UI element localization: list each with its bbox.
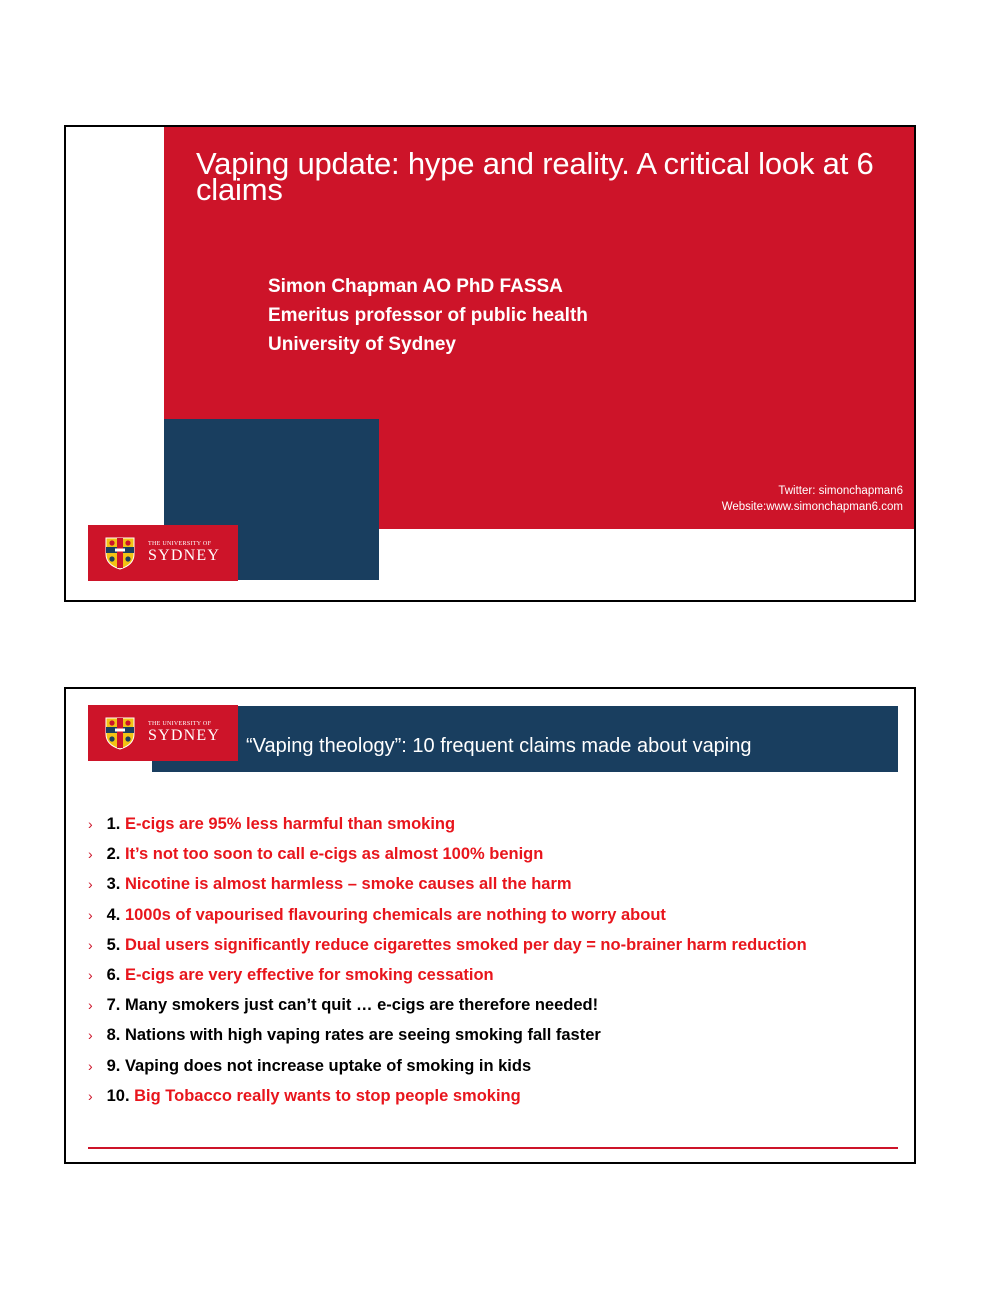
author-institution: University of Sydney — [268, 334, 456, 355]
claim-item — [88, 845, 807, 875]
claim-text: E-cigs are 95% less harmful than smoking — [124, 815, 456, 833]
university-crest-icon — [104, 716, 136, 750]
bullet-chevron-icon: › — [88, 906, 93, 923]
footer-rule — [88, 1147, 898, 1149]
bullet-chevron-icon: › — [88, 1027, 93, 1044]
university-logo — [88, 525, 238, 581]
claim-text: E-cigs are very effective for smoking cessation — [124, 965, 494, 984]
claim-number: 5. — [106, 935, 121, 954]
claim-text: Big Tobacco really wants to stop people smoking — [134, 1086, 521, 1105]
claim-number: 1. — [106, 815, 121, 833]
claim-number: 8. — [106, 1026, 121, 1045]
claims-list — [88, 815, 807, 1117]
claim-number: 10. — [106, 1086, 130, 1105]
twitter-handle: Twitter: simonchapman6 — [778, 485, 903, 497]
logo-small-text: THE UNIVERSITY OF — [148, 721, 212, 727]
claim-item — [88, 906, 807, 936]
logo-wordmark: SYDNEY — [148, 727, 221, 744]
claim-number: 2. — [106, 845, 121, 864]
claim-number: 3. — [106, 875, 121, 894]
claims-slide — [64, 687, 916, 1164]
logo-wordmark: SYDNEY — [148, 547, 221, 564]
claim-item — [88, 1057, 807, 1087]
bullet-chevron-icon: › — [88, 816, 93, 832]
claim-item — [88, 936, 807, 966]
claim-text: Nations with high vaping rates are seeing smoking fall faster — [124, 1026, 601, 1045]
author-position: Emeritus professor of public health — [268, 305, 588, 326]
author-block — [268, 272, 588, 359]
slide-heading: “Vaping theology”: 10 frequent claims made about vaping — [246, 735, 752, 757]
bullet-chevron-icon: › — [88, 846, 93, 863]
bullet-chevron-icon: › — [88, 997, 93, 1014]
bullet-chevron-icon: › — [88, 876, 93, 893]
claim-text: Vaping does not increase uptake of smoking in kids — [124, 1056, 532, 1075]
claim-number: 6. — [106, 965, 121, 984]
title-slide — [64, 125, 916, 602]
claim-text: Nicotine is almost harmless – smoke causes all the harm — [124, 875, 572, 894]
bullet-chevron-icon: › — [88, 1057, 93, 1074]
bullet-chevron-icon: › — [88, 1087, 93, 1104]
bullet-chevron-icon: › — [88, 936, 93, 953]
claim-item — [88, 996, 807, 1026]
slide-title: Vaping update: hype and reality. A critical look at 6 claims — [196, 146, 874, 207]
claim-text: Dual users significantly reduce cigarettes smoked per day = no-brainer harm reduction — [124, 935, 807, 954]
author-name: Simon Chapman AO PhD FASSA — [268, 276, 563, 297]
claim-item — [88, 875, 807, 905]
website-url: Website:www.simonchapman6.com — [721, 501, 903, 513]
claim-text: Many smokers just can’t quit … e-cigs are therefore needed! — [124, 996, 599, 1015]
university-crest-icon — [104, 536, 136, 570]
university-logo — [88, 705, 238, 761]
claim-number: 7. — [106, 996, 121, 1015]
claim-number: 9. — [106, 1056, 121, 1075]
claim-item — [88, 966, 807, 996]
logo-small-text: THE UNIVERSITY OF — [148, 541, 212, 547]
claim-text: It’s not too soon to call e-cigs as almost 100% benign — [124, 845, 544, 864]
claim-item — [88, 1087, 807, 1117]
claim-item — [88, 1026, 807, 1056]
claim-number: 4. — [106, 905, 121, 924]
claim-item — [88, 815, 807, 845]
contact-block — [722, 483, 903, 515]
bullet-chevron-icon: › — [88, 966, 93, 983]
claim-text: 1000s of vapourised flavouring chemicals are nothing to worry about — [124, 905, 666, 924]
